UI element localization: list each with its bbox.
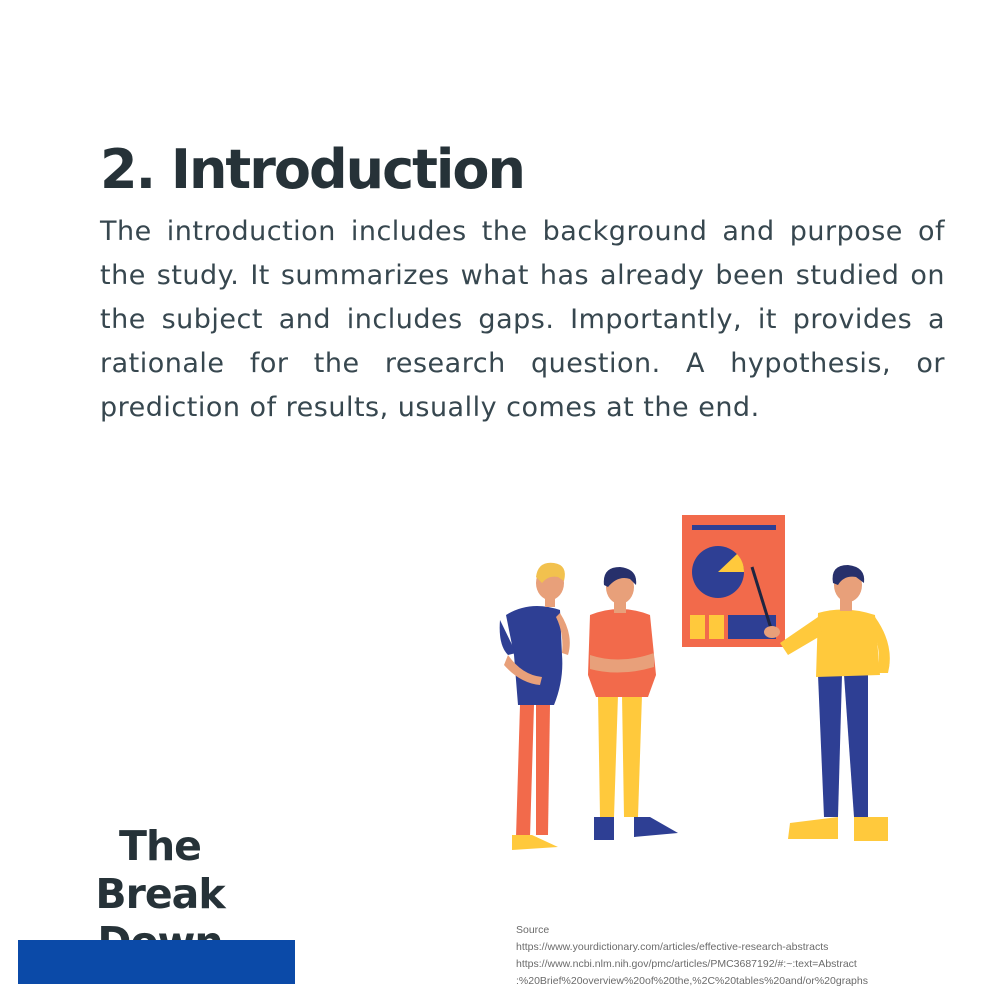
source-label: Source <box>516 924 550 936</box>
presentation-illustration <box>490 505 910 855</box>
introduction-paragraph: The introduction includes the background and purpose of the study. It summarizes what has already been studied on the subject and includes gaps. Importantly, it provides a rationale for the research question. A hypothesis, or prediction of results, usually comes at the end. <box>100 216 945 423</box>
source-link-1: https://www.yourdictionary.com/articles/effective-research-abstracts <box>516 941 829 953</box>
person-arms-crossed <box>588 567 678 840</box>
source-link-2: https://www.ncbi.nlm.nih.gov/pmc/articles/PMC3687192/#:~:text=Abstract <box>516 958 857 970</box>
source-link-3: :%20Brief%20overview%20of%20the,%2C%20tables%20and/or%20graphs <box>516 975 868 987</box>
source-block <box>516 922 996 990</box>
brand-bar <box>18 940 295 984</box>
brand-line-1: The Break <box>95 822 225 918</box>
page-title: 2. Introduction <box>100 138 524 201</box>
person-thinking <box>500 563 570 850</box>
